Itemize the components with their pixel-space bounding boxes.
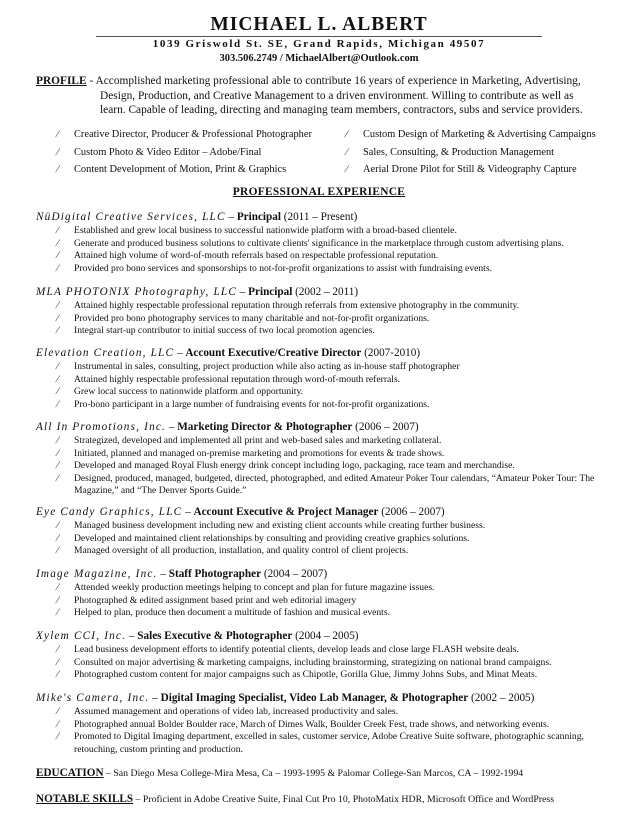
- header-rule: [96, 36, 542, 37]
- key-skill-item: / Sales, Consulting, & Production Management: [345, 144, 625, 162]
- slash-bullet-icon: /: [55, 718, 60, 730]
- key-skill-item: / Content Development of Motion, Print & Graphics: [56, 161, 336, 179]
- slash-bullet-icon: /: [55, 607, 60, 619]
- job-bullet: / Integral start-up contributor to initial success of two local promotion agencies.: [55, 325, 375, 337]
- job-entry: [36, 505, 621, 558]
- job-bullet: / Established and grew local business to successful nationwide platform with a broad-based clientele.: [55, 225, 457, 236]
- slash-bullet-icon: /: [55, 545, 60, 557]
- notable-skills-text: – Proficient in Adobe Creative Suite, Final Cut Pro 10, PhotoMatix HDR, Microsoft Office and WordPress: [133, 794, 555, 805]
- job-header: Eye Candy Graphics, LLC – Account Executive & Project Manager (2006 – 2007): [36, 506, 445, 518]
- job-title: Principal: [248, 286, 293, 298]
- job-bullet: / Initiated, planned and managed on-premise marketing and promotions for events & trade shows.: [55, 447, 445, 459]
- job-title: Marketing Director & Photographer: [177, 421, 353, 433]
- job-bullet: / Developed and maintained client relationships by consulting and providing creative graphics solutions.: [55, 532, 470, 544]
- experience-heading: PROFESSIONAL EXPERIENCE: [232, 186, 406, 198]
- slash-bullet-icon: /: [55, 472, 60, 484]
- slash-bullet-icon: /: [55, 435, 60, 446]
- company-name: Elevation Creation, LLC: [36, 347, 175, 359]
- key-skill-item: / Custom Photo & Video Editor – Adobe/Final: [56, 144, 336, 162]
- job-entry: [36, 420, 621, 498]
- job-entry: [36, 567, 621, 620]
- slash-bullet-icon: /: [55, 312, 60, 324]
- slash-bullet-icon: /: [55, 300, 60, 311]
- job-bullets: [36, 644, 621, 682]
- key-skill-item: / Aerial Drone Pilot for Still & Videography Capture: [345, 161, 625, 179]
- job-bullet: / Strategized, developed and implemented all print and web-based sales and marketing collateral.: [55, 435, 442, 446]
- job-entry: [36, 691, 621, 756]
- job-bullets: [36, 435, 621, 498]
- company-name: All In Promotions, Inc.: [36, 421, 167, 433]
- job-dates: (2004 – 2005): [292, 630, 359, 642]
- slash-bullet-icon: /: [55, 644, 60, 655]
- job-bullet: / Managed business development including new and existing client accounts while creating further business.: [55, 520, 486, 531]
- job-header: Image Magazine, Inc. – Staff Photographer (2004 – 2007): [36, 568, 328, 580]
- profile-text-line-2: Design, Production, and Creative Management to a driven environment. Willing to contribute as well as: [100, 89, 574, 102]
- profile-heading: PROFILE: [36, 75, 87, 87]
- company-name: NüDigital Creative Services, LLC: [36, 211, 226, 223]
- contact-line: 303.506.2749 / MichaelAlbert@Outlook.com: [219, 53, 419, 64]
- job-title: Staff Photographer: [168, 568, 262, 580]
- job-bullet: / Developed and managed Royal Flush energy drink concept including logo, packaging, race team and merchandise.: [55, 460, 515, 472]
- key-skill-item: / Creative Director, Producer & Professional Photographer: [56, 126, 336, 144]
- slash-bullet-icon: /: [55, 520, 60, 531]
- job-title: Account Executive/Creative Director: [185, 347, 362, 359]
- slash-bullet-icon: /: [55, 146, 60, 158]
- profile-section: [36, 74, 596, 118]
- job-entry: [36, 629, 621, 682]
- key-skills-right: [345, 126, 625, 179]
- company-name: Eye Candy Graphics, LLC: [36, 506, 183, 518]
- job-bullet: / Photographed custom content for major campaigns such as Chipotle, Gorilla Glue, Jimmy Johns Subs, and Minat Meats.: [55, 669, 538, 681]
- job-header: Elevation Creation, LLC – Account Executive/Creative Director (2007-2010): [36, 347, 421, 359]
- education-text: – San Diego Mesa College-Mira Mesa, Ca – 1993-1995 & Palomar College-San Marcos, CA – 1992-1994: [103, 768, 524, 779]
- notable-skills-heading: NOTABLE SKILLS: [36, 793, 134, 805]
- slash-bullet-icon: /: [55, 656, 60, 668]
- education-heading: EDUCATION: [36, 767, 104, 779]
- job-title: Account Executive & Project Manager: [193, 506, 379, 518]
- slash-bullet-icon: /: [55, 325, 60, 337]
- slash-bullet-icon: /: [55, 532, 60, 544]
- job-dates: (2002 – 2011): [292, 286, 359, 298]
- job-header: MLA PHOTONIX Photography, LLC – Principal (2002 – 2011): [36, 286, 359, 298]
- slash-bullet-icon: /: [55, 225, 60, 236]
- mailing-address: 1039 Griswold St. SE, Grand Rapids, Michigan 49507: [152, 38, 486, 50]
- job-header: NüDigital Creative Services, LLC – Principal (2011 – Present): [36, 211, 358, 223]
- job-bullet: / Generate and produced business solutions to cultivate clients' significance in the marketplace through custom advertising plans.: [55, 237, 564, 249]
- profile-text-line-1: - Accomplished marketing professional able to contribute 16 years of experience in Marketing, Advertising,: [86, 75, 581, 87]
- job-bullet: / Consulted on major advertising & marketing campaigns, including brainstorming, strategizing on national brand campaigns.: [55, 656, 552, 668]
- job-bullets: [36, 300, 621, 338]
- job-bullet: / Helped to plan, produce then document a multitude of fashion and musical events.: [55, 607, 390, 619]
- job-bullets: [36, 520, 621, 558]
- profile-text-line-3: learn. Capable of leading, directing and managing team members, contractors, subs and service providers.: [100, 104, 583, 117]
- job-bullet: / Lead business development efforts to identify potential clients, develop leads and close large FLASH website deals.: [55, 644, 519, 655]
- company-name: Mike's Camera, Inc.: [36, 692, 150, 704]
- job-header: Xylem CCI, Inc. – Sales Executive & Photographer (2004 – 2005): [36, 630, 359, 642]
- notable-skills-section: [36, 793, 626, 806]
- slash-bullet-icon: /: [344, 164, 349, 176]
- slash-bullet-icon: /: [55, 447, 60, 459]
- job-bullet: / Attained highly respectable professional reputation through referrals from extensive photography in the community.: [55, 300, 520, 311]
- job-bullets: [36, 706, 621, 756]
- slash-bullet-icon: /: [344, 146, 349, 158]
- slash-bullet-icon: /: [55, 706, 60, 717]
- job-dates: (2006 – 2007): [378, 506, 445, 518]
- job-bullet: / Photographed & edited assignment based print and web editorial imagery: [55, 594, 357, 606]
- slash-bullet-icon: /: [55, 361, 60, 372]
- candidate-name: MICHAEL L. ALBERT: [210, 14, 428, 35]
- job-bullet: / Provided pro bono services and sponsorships to not-for-profit organizations to assist with fundraising events.: [55, 262, 492, 274]
- slash-bullet-icon: /: [55, 164, 60, 176]
- job-bullet: / Designed, produced, managed, budgeted, directed, photographed, and edited Amateur Poker Tour calendars, “Amateur Poker Tour: The Magazine,” and “The Denver Sports Guide.”: [55, 472, 595, 497]
- job-title: Digital Imaging Specialist, Video Lab Manager, & Photographer: [160, 692, 469, 704]
- job-bullet: / Attended weekly production meetings helping to concept and plan for future magazine issues.: [55, 582, 435, 593]
- job-entry: [36, 285, 621, 338]
- slash-bullet-icon: /: [55, 237, 60, 249]
- job-bullets: [36, 361, 621, 411]
- job-bullet: / Provided pro bono photography services to many charitable and not-for-profit organizations.: [55, 312, 430, 324]
- job-bullet: / Grew local success to nationwide platform and opportunity.: [55, 386, 304, 398]
- job-dates: (2007-2010): [361, 347, 421, 359]
- slash-bullet-icon: /: [55, 582, 60, 593]
- job-dates: (2004 – 2007): [261, 568, 328, 580]
- job-bullets: [36, 225, 621, 275]
- slash-bullet-icon: /: [55, 386, 60, 398]
- job-bullet: / Instrumental in sales, consulting, project production while also acting as in-house staff photographer: [55, 361, 460, 372]
- slash-bullet-icon: /: [55, 594, 60, 606]
- job-bullets: [36, 582, 621, 620]
- job-header: All In Promotions, Inc. – Marketing Director & Photographer (2006 – 2007): [36, 421, 419, 433]
- job-bullet: / Attained highly respectable professional reputation through word-of-mouth referrals.: [55, 373, 401, 385]
- job-bullet: / Pro-bono participant in a large number of fundraising events for not-for-profit organizations.: [55, 398, 430, 410]
- company-name: Xylem CCI, Inc.: [36, 630, 127, 642]
- key-skills-left: [56, 126, 336, 179]
- slash-bullet-icon: /: [344, 129, 349, 140]
- job-title: Sales Executive & Photographer: [137, 630, 293, 642]
- slash-bullet-icon: /: [55, 731, 60, 743]
- job-bullet: / Promoted to Digital Imaging department, excelled in sales, customer service, Adobe Creative Suite software, photographic scanning, retouching, custom printing and production.: [55, 731, 584, 755]
- job-title: Principal: [236, 211, 281, 223]
- company-name: MLA PHOTONIX Photography, LLC: [36, 286, 237, 298]
- key-skill-item: / Custom Design of Marketing & Advertising Campaigns: [345, 126, 625, 144]
- slash-bullet-icon: /: [55, 262, 60, 274]
- slash-bullet-icon: /: [55, 373, 60, 385]
- slash-bullet-icon: /: [55, 460, 60, 472]
- job-dates: (2006 – 2007): [352, 421, 419, 433]
- slash-bullet-icon: /: [55, 250, 60, 262]
- slash-bullet-icon: /: [55, 398, 60, 410]
- job-header: Mike's Camera, Inc. – Digital Imaging Specialist, Video Lab Manager, & Photographer (2002 – 2005): [36, 692, 535, 704]
- job-bullet: / Attained high volume of word-of-mouth referrals based on respectable professional reputation.: [55, 250, 439, 262]
- job-dates: (2011 – Present): [280, 211, 358, 223]
- job-bullet: / Photographed annual Bolder Boulder race, March of Dimes Walk, Boulder Creek Fest, trade shows, and networking events.: [55, 718, 550, 730]
- slash-bullet-icon: /: [55, 129, 60, 140]
- job-bullet: / Managed oversight of all production, installation, and quality control of client projects.: [55, 545, 409, 557]
- job-dates: (2002 – 2005): [468, 692, 535, 704]
- slash-bullet-icon: /: [55, 669, 60, 681]
- job-entry: [36, 346, 621, 411]
- education-section: [36, 767, 626, 780]
- company-name: Image Magazine, Inc.: [36, 568, 158, 580]
- job-entry: [36, 210, 621, 275]
- job-bullet: / Assumed management and operations of video lab, increased productivity and sales.: [55, 706, 398, 717]
